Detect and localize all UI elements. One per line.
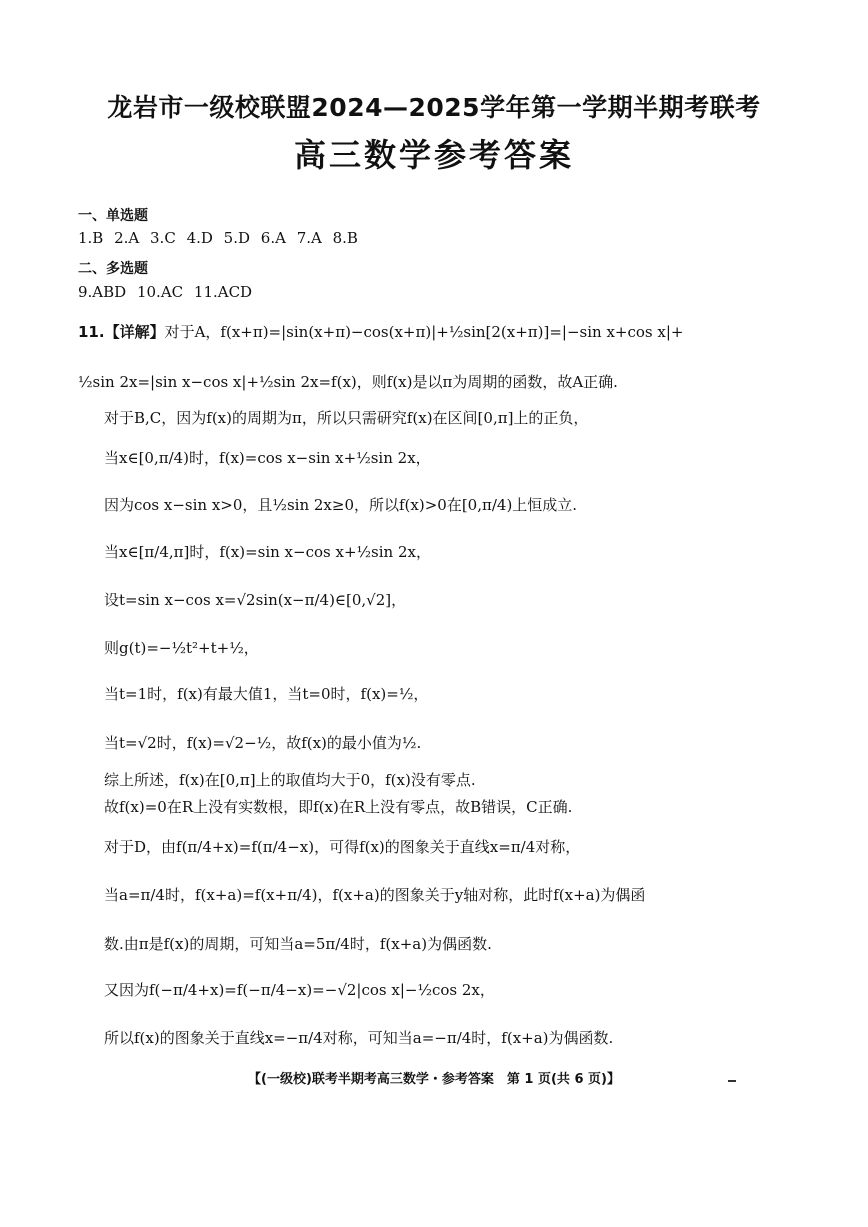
solution-line-3: 对于B,C，因为f(x)的周期为π，所以只需研究f(x)在区间[0,π]上的正负， [104,409,589,427]
solution-line-2: ½sin 2x=|sin x−cos x|+½sin 2x=f(x)，则f(x)是以π为周期的函数，故A正确. [78,373,618,391]
solution-line-8: 则g(t)=−½t²+t+½， [104,639,259,657]
multiple-choice-answers: 9.ABD 10.AC 11.ACD [78,283,253,301]
solution-line-17: 所以f(x)的图象关于直线x=−π/4对称，可知当a=−π/4时，f(x+a)为偶函数. [104,1029,614,1047]
section-heading-single-choice: 一、单选题 [78,208,148,224]
solution-line-6: 当x∈[π/4,π]时，f(x)=sin x−cos x+½sin 2x， [104,543,431,561]
solution-line-5: 因为cos x−sin x>0，且½sin 2x≥0，所以f(x)>0在[0,π/4)上恒成立. [104,496,578,514]
solution-label: 11.【详解】 [78,323,165,341]
solution-line-16: 又因为f(−π/4+x)=f(−π/4−x)=−√2|cos x|−½cos 2x， [104,981,495,999]
document-title: 龙岩市一级校联盟2024—2025学年第一学期半期考联考 [107,93,761,122]
footer-mark [728,1080,736,1082]
solution-line-12: 故f(x)=0在R上没有实数根，即f(x)在R上没有零点，故B错误，C正确. [104,798,573,816]
solution-line-14: 当a=π/4时，f(x+a)=f(x+π/4)，f(x+a)的图象关于y轴对称，此时f(x+a)为偶函 [104,886,646,904]
solution-line-13: 对于D，由f(π/4+x)=f(π/4−x)，可得f(x)的图象关于直线x=π/4对称， [104,838,581,856]
page-footer: 【(一级校)联考半期考高三数学・参考答案 第 1 页(共 6 页)】 [248,1072,620,1087]
document-subtitle: 高三数学参考答案 [293,136,574,174]
solution-line-11: 综上所述，f(x)在[0,π]上的取值均大于0，f(x)没有零点. [104,771,476,789]
solution-line-15: 数.由π是f(x)的周期，可知当a=5π/4时，f(x+a)为偶函数. [104,935,492,953]
single-choice-answers: 1.B 2.A 3.C 4.D 5.D 6.A 7.A 8.B [78,229,358,247]
solution-line-9: 当t=1时，f(x)有最大值1，当t=0时，f(x)=½， [104,685,429,703]
section-heading-multiple-choice: 二、多选题 [78,261,148,277]
solution-line-10: 当t=√2时，f(x)=√2−½，故f(x)的最小值为½. [104,734,422,752]
solution-line-7: 设t=sin x−cos x=√2sin(x−π/4)∈[0,√2]， [104,591,407,609]
solution-line-1: 11.【详解】对于A，f(x+π)=|sin(x+π)−cos(x+π)|+½sin[2(x+π)]=|−sin x+cos x|+ [78,323,684,341]
solution-line-4: 当x∈[0,π/4)时，f(x)=cos x−sin x+½sin 2x， [104,449,431,467]
